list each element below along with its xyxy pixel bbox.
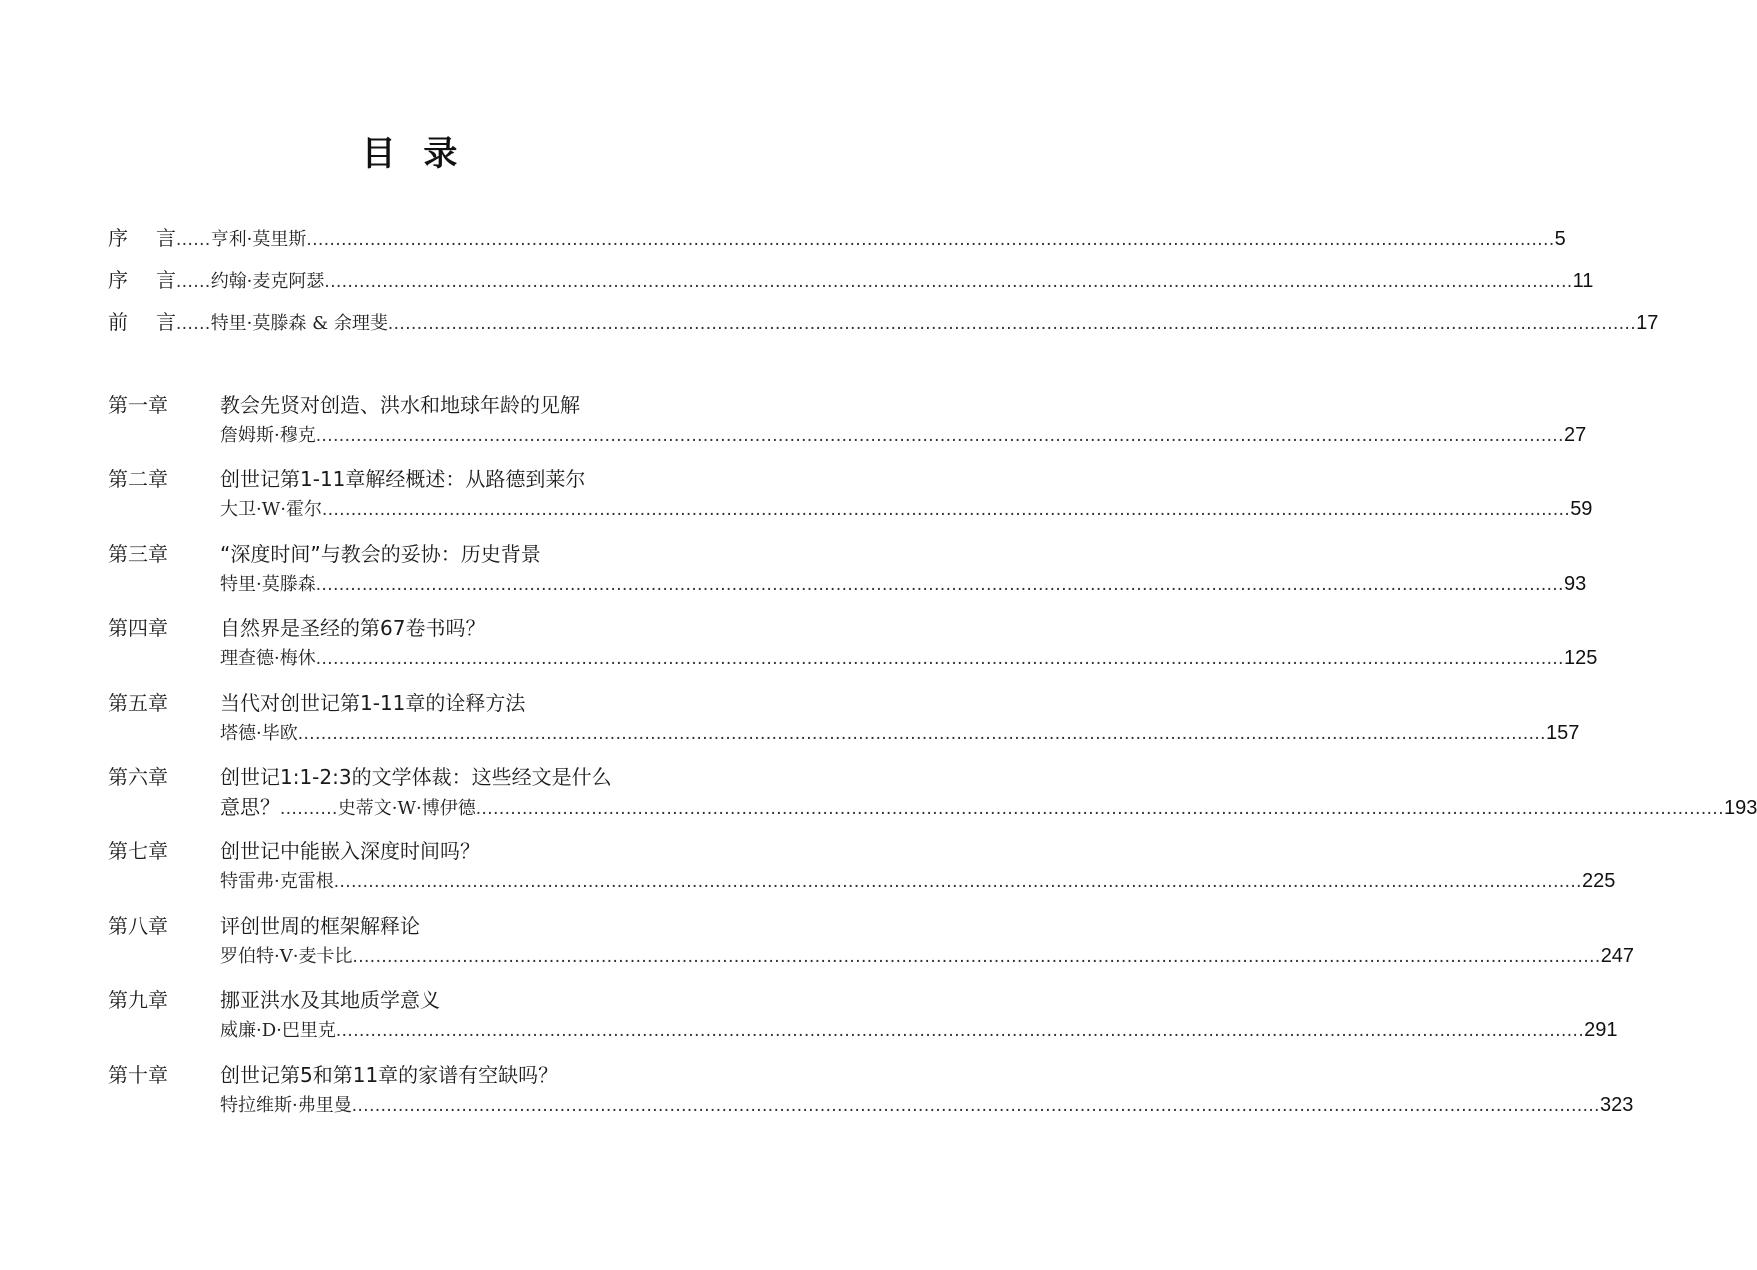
entry-label: 序 言 [108,268,176,292]
entry-page-number: 11 [1572,270,1594,292]
leader-dots: .......... [280,797,338,819]
toc-entry-chapter-10[interactable] [108,1060,1634,1134]
chapter-label: 第九章 [108,988,168,1013]
entry-author: 特里·莫滕森 & 余理斐 [210,313,388,334]
chapter-author: 史蒂文·W·博伊德 [337,797,476,819]
toc-entry-chapter-8[interactable] [108,911,1635,985]
chapter-label: 第三章 [108,541,168,566]
chapter-page-number: 291 [1584,1019,1618,1042]
entry-page-number: 5 [1554,228,1566,250]
chapter-label: 第一章 [108,393,168,417]
leader-dots: ...... [176,229,211,250]
chapter-author: 塔德·毕欧 [220,722,298,744]
entry-author: 亨利·莫里斯 [210,229,307,250]
chapter-list [108,390,1757,1134]
toc-entry-foreword[interactable] [108,306,1659,348]
leader-dots: ...... [176,271,211,292]
toc-entry-chapter-4[interactable] [108,613,1598,687]
chapter-page-number: 125 [1563,647,1598,670]
entry-label: 序 言 [108,226,176,250]
toc-entry-preface-1[interactable] [108,222,1566,264]
chapter-label: 第七章 [108,839,168,864]
chapter-title: 创世记第5和第11章的家谱有空缺吗？ [220,1062,559,1087]
chapter-label: 第二章 [108,467,168,492]
toc-entry-chapter-5[interactable] [108,688,1580,762]
front-matter-list [108,222,1659,348]
toc-entry-chapter-3[interactable] [108,539,1587,613]
chapter-title: 创世记1:1-2:3的文学体裁：这些经文是什么 [220,764,612,789]
chapter-label: 第八章 [108,913,168,938]
toc-entry-chapter-7[interactable] [108,836,1616,910]
chapter-page-number: 59 [1570,498,1593,521]
leader-dots [306,230,1554,249]
leader-dots [316,575,1564,594]
chapter-label: 第十章 [108,1062,168,1087]
toc-entry-chapter-1[interactable] [108,390,1587,464]
entry-page-number: 17 [1636,312,1659,334]
chapter-page-number: 225 [1581,870,1616,893]
leader-dots [322,500,1570,519]
chapter-label: 第四章 [108,616,168,641]
leader-dots [352,947,1600,966]
chapter-author: 詹姆斯·穆克 [220,425,316,446]
chapter-page-number: 323 [1599,1093,1634,1116]
chapter-title-continued: 意思？ [220,794,280,819]
leader-dots [388,314,1636,333]
chapter-title: 创世记第1-11章解经概述：从路德到莱尔 [220,467,586,492]
entry-label: 前 言 [108,310,176,334]
chapter-label: 第六章 [108,764,168,789]
chapter-author: 大卫·W·霍尔 [220,499,322,521]
page-title: 目 录 [361,134,466,174]
chapter-title: 教会先贤对创造、洪水和地球年龄的见解 [220,393,580,417]
chapter-title: “深度时间”与教会的妥协：历史背景 [220,541,541,566]
chapter-author: 特里·莫滕森 [220,573,316,595]
chapter-page-number: 193 [1723,796,1757,819]
chapter-page-number: 157 [1545,721,1580,744]
leader-dots [316,649,1564,668]
chapter-author: 特拉维斯·弗里曼 [220,1094,352,1116]
toc-entry-chapter-6[interactable] [108,762,1757,836]
chapter-page-number: 93 [1563,572,1587,595]
chapter-title: 自然界是圣经的第67卷书吗？ [220,616,486,641]
leader-dots [352,1096,1600,1115]
chapter-label: 第五章 [108,690,168,715]
leader-dots: ...... [176,313,211,334]
entry-author: 约翰·麦克阿瑟 [210,271,325,292]
toc-entry-chapter-9[interactable] [108,985,1618,1059]
toc-entry-preface-2[interactable] [108,264,1594,306]
chapter-title: 当代对创世记第1-11章的诠释方法 [220,690,526,715]
chapter-title: 挪亚洪水及其地质学意义 [220,988,440,1013]
chapter-author: 罗伯特·V·麦卡比 [220,945,353,967]
leader-dots [324,272,1572,291]
chapter-title: 创世记中能嵌入深度时间吗？ [220,839,480,864]
leader-dots [334,872,1582,891]
leader-dots [476,799,1724,818]
toc-entry-chapter-2[interactable] [108,464,1593,538]
chapter-author: 理查德·梅休 [220,648,316,670]
leader-dots [316,426,1564,445]
chapter-page-number: 27 [1563,424,1587,446]
chapter-author: 特雷弗·克雷根 [220,871,334,893]
leader-dots [298,724,1546,743]
leader-dots [336,1021,1584,1040]
chapter-author: 威廉·D·巴里克 [220,1020,336,1042]
chapter-title: 评创世周的框架解释论 [220,913,420,938]
chapter-page-number: 247 [1600,944,1635,967]
